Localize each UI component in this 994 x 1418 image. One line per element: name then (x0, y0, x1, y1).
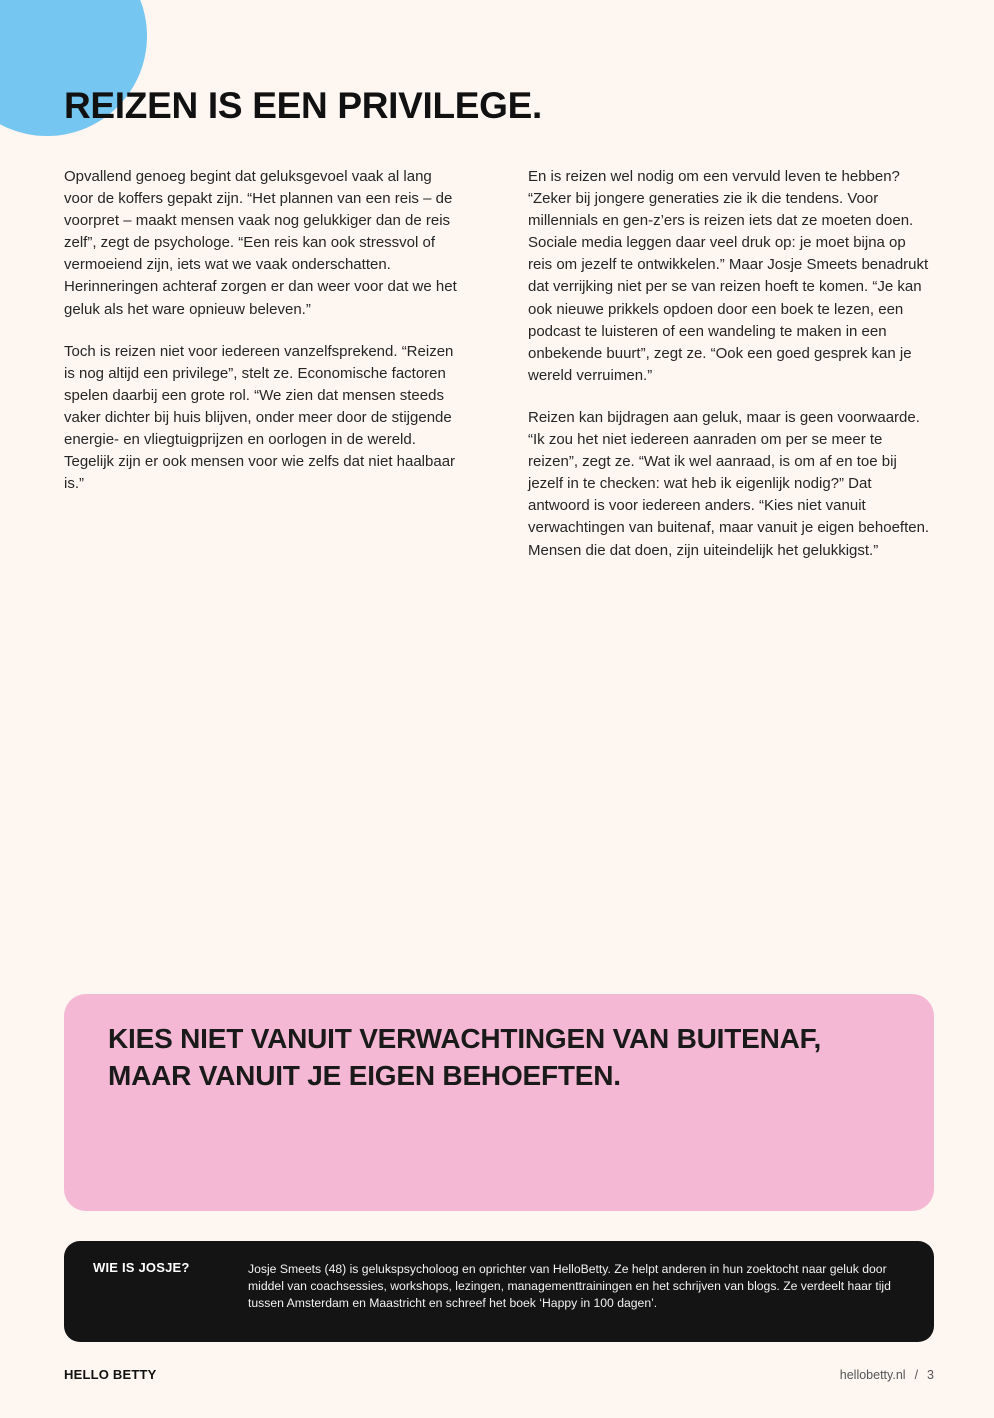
bio-heading: WIE IS JOSJE? (93, 1260, 190, 1275)
paragraph: Opvallend genoeg begint dat geluksgevoel vaak al lang voor de koffers gepakt zijn. “Het plannen van een reis – de voorpret – maakt mensen vaak nog gelukkiger dan de reis zelf”, zegt de psychologe. “Een reis kan ook stressvol of vermoeiend zijn, iets wat we vaak onderschatten. Herinneringen achteraf zorgen er dan weer voor dat we het geluk als het ware opnieuw beleven.” (64, 168, 457, 318)
paragraph: Toch is reizen niet voor iedereen vanzelfsprekend. “Reizen is nog altijd een privilege”, stelt ze. Economische factoren spelen daarbij een grote rol. “We zien dat mensen steeds vaker dichter bij huis blijven, onder meer door de stijgende energie- en vliegtuigprijzen en oorlogen in de wereld. Tegelijk zijn er ook mensen voor wie zelfs dat niet haalbaar is.” (64, 342, 456, 493)
footer-brand: HELLO BETTY (64, 1367, 157, 1382)
pull-quote-text: KIES NIET VANUIT VERWACHTINGEN VAN BUITENAF, MAAR VANUIT JE EIGEN BEHOEFTEN. (108, 1023, 822, 1091)
paragraph: En is reizen wel nodig om een vervuld leven te hebben? “Zeker bij jongere generaties zie ik die tendens. Voor millennials en gen-z’ers is reizen iets dat ze moeten doen. Sociale media leggen daar veel druk op: je moet bijna op reis om jezelf te ontwikkelen.” Maar Josje Smeets benadrukt dat verrijking niet per se van reizen hoeft te komen. “Je kan ook nieuwe prikkels opdoen door een boek te lezen, een podcast te luisteren of een wandeling te maken in een onbekende buurt”, zegt ze. “Ook een goed gesprek kan je wereld verruimen.” (528, 168, 929, 384)
author-bio-box (64, 1241, 934, 1342)
page-number: 3 (927, 1368, 934, 1382)
pull-quote-box (64, 994, 934, 1211)
footer-website: hellobetty.nl (839, 1368, 906, 1382)
article-column-left (64, 166, 464, 515)
paragraph: Reizen kan bijdragen aan geluk, maar is geen voorwaarde. “Ik zou het niet iedereen aanraden om per se meer te reizen”, zegt ze. “Wat ik wel aanraad, is om af en toe bij jezelf in te checken: wat heb ik eigenlijk nodig?” Dat antwoord is voor iedereen anders. “Kies niet vanuit verwachtingen van buitenaf, maar vanuit je eigen behoeften. Mensen die dat doen, zijn uiteindelijk het gelukkigst.” (528, 408, 930, 559)
article-column-right (528, 166, 932, 582)
footer-separator: / (914, 1368, 919, 1382)
article-title: REIZEN IS EEN PRIVILEGE. (64, 85, 543, 126)
bio-text: Josje Smeets (48) is gelukspsycholoog en oprichter van HelloBetty. Ze helpt anderen in hun zoektocht naar geluk door middel van coachsessies, workshops, lezingen, managementtrainingen en het schrijven van blogs. Ze verdeelt haar tijd tussen Amsterdam en Maastricht en schreef het boek ‘Happy in 100 dagen’. (248, 1262, 891, 1310)
footer-meta (840, 1368, 934, 1382)
